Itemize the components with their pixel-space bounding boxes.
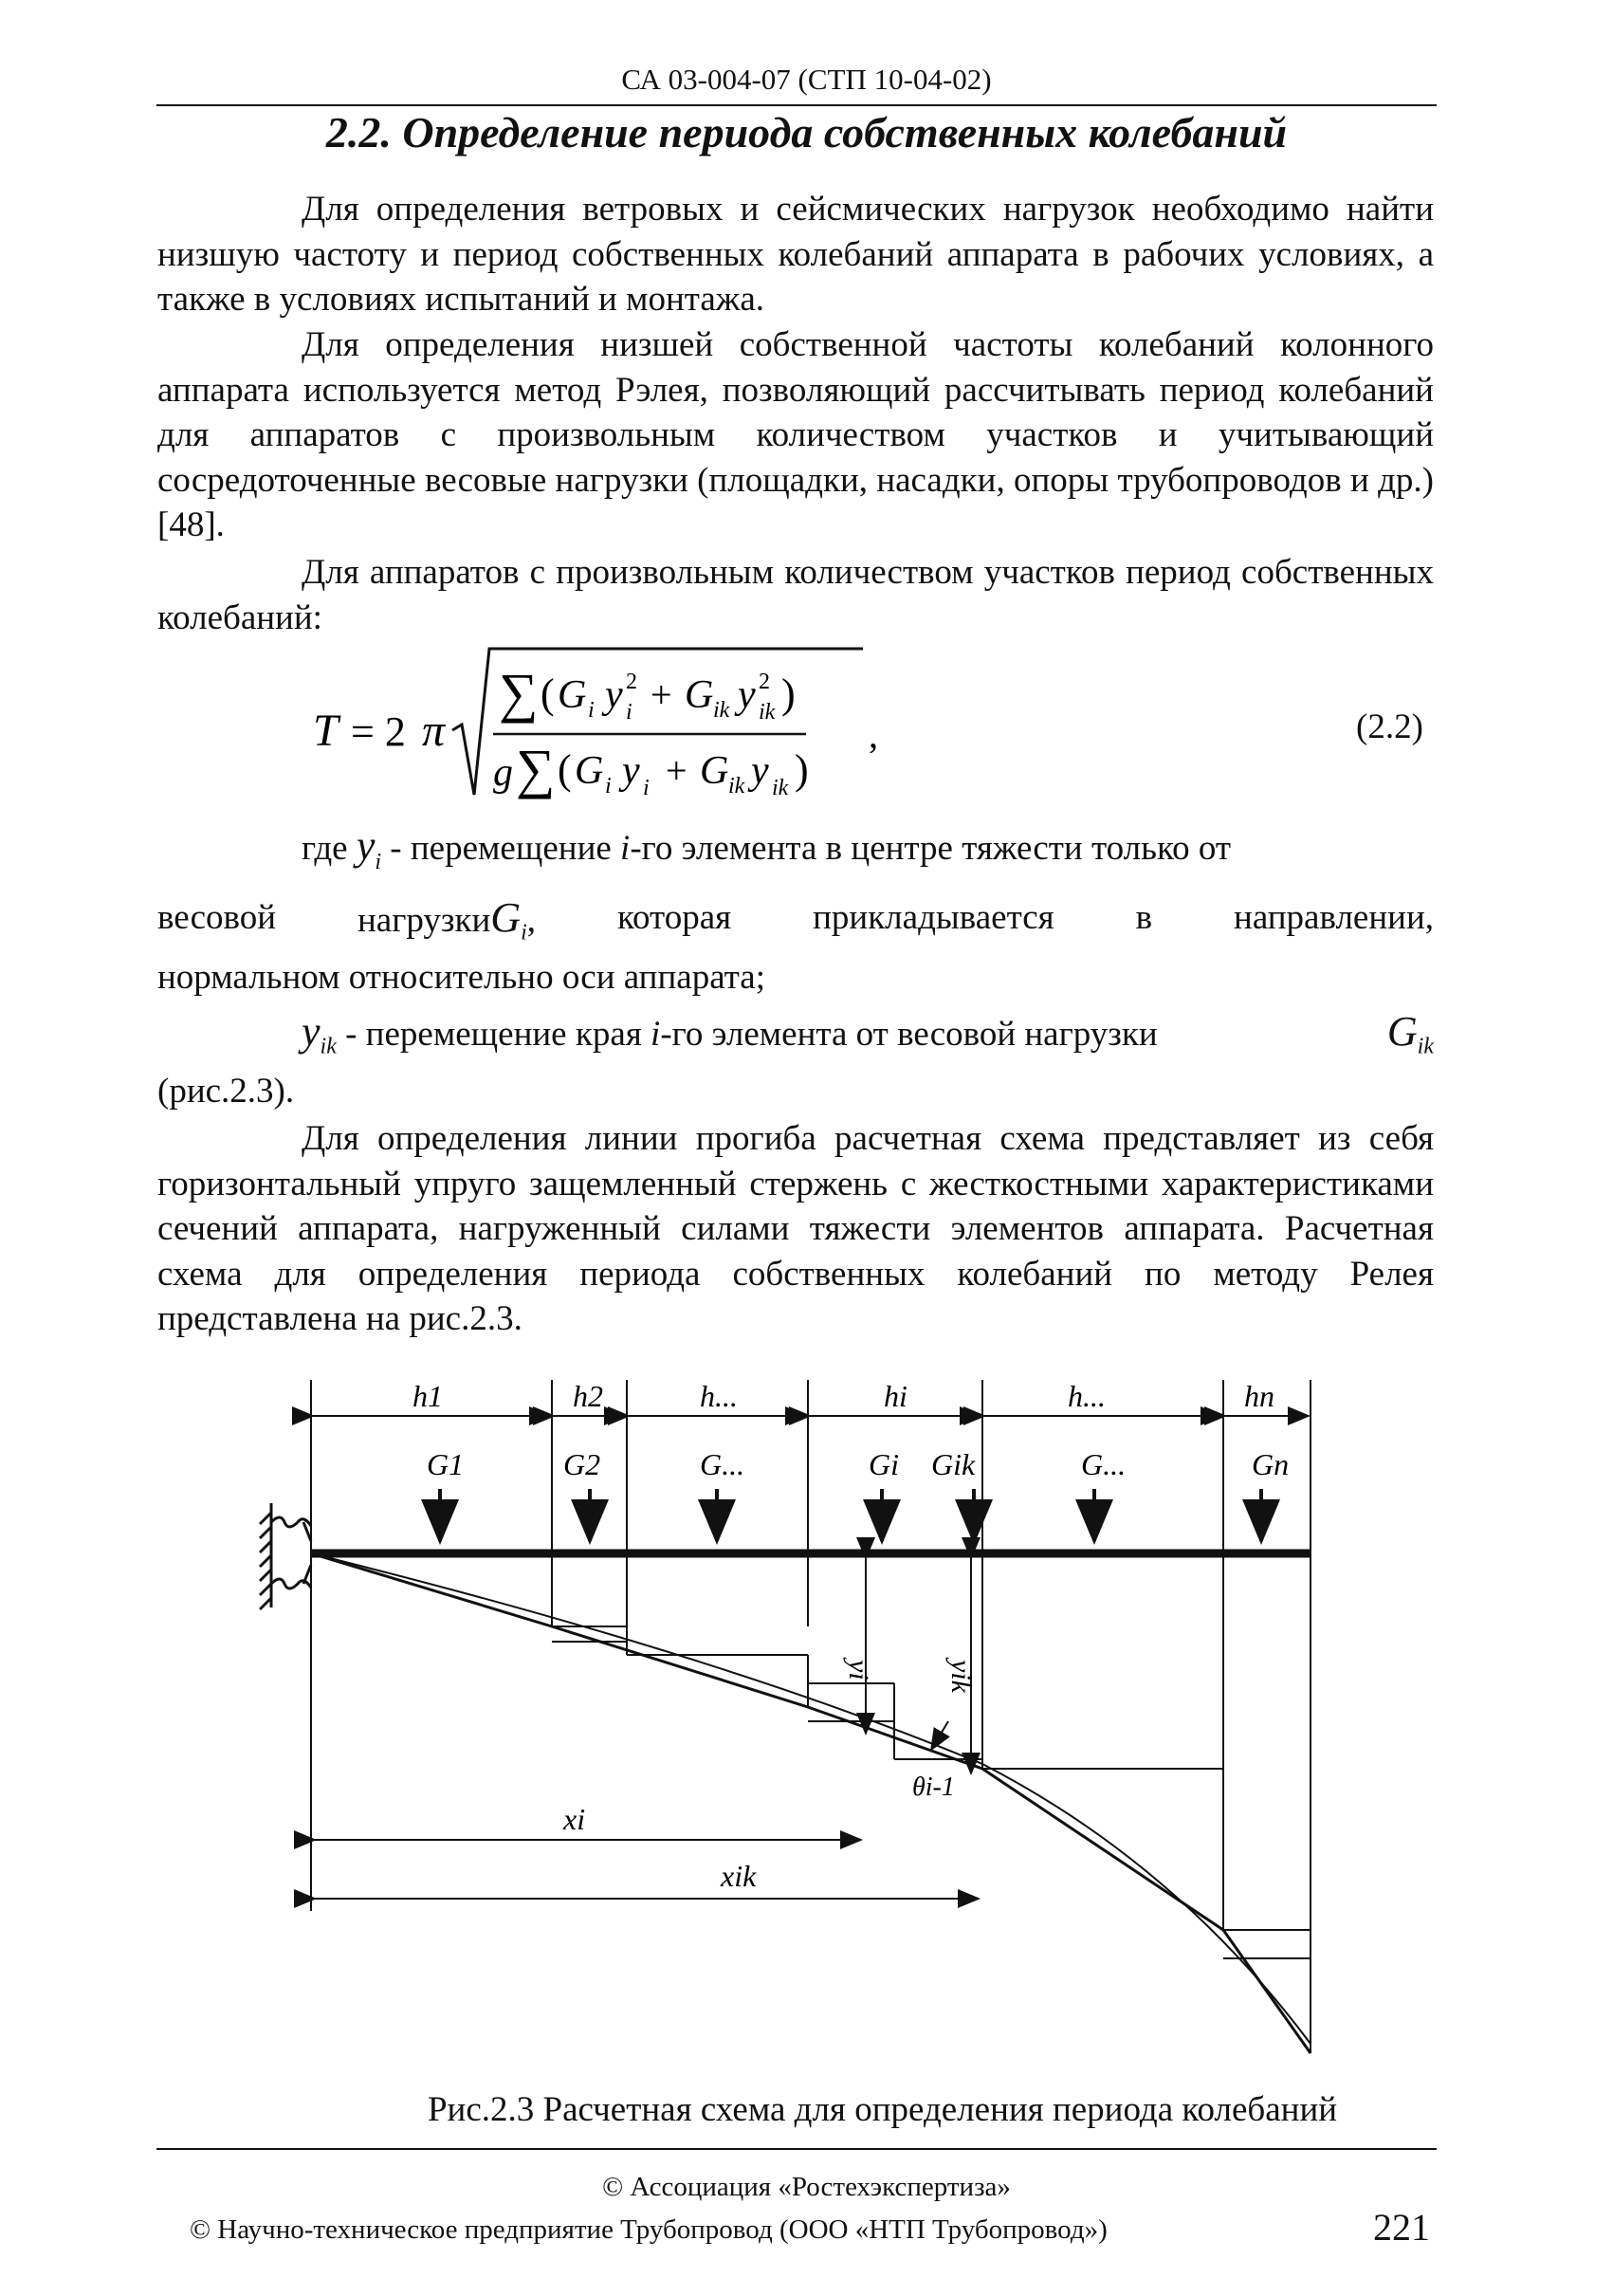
svg-text:G: G	[685, 673, 714, 717]
svg-text:G: G	[700, 749, 729, 793]
document-code: СА 03-004-07 (СТП 10-04-02)	[621, 63, 992, 96]
svg-text:+: +	[651, 673, 672, 716]
label-xi: xi	[563, 1802, 586, 1836]
label-g6: G...	[1081, 1447, 1127, 1481]
paragraph-3: Для аппаратов с произвольным количеством участков период собственных колебаний:	[157, 553, 1434, 637]
svg-text:G: G	[575, 749, 604, 793]
svg-text:i: i	[643, 776, 650, 800]
paragraph-1: Для определения ветровых и сейсмических нагрузок необходимо найти низшую частоту и период собственных колебаний аппарата в рабочих условиях, а также в условиях испытаний и монтажа.	[157, 190, 1434, 319]
svg-text:∑: ∑	[516, 738, 556, 799]
svg-text:i: i	[626, 700, 632, 725]
svg-text:∑: ∑	[499, 662, 539, 724]
svg-text:y: y	[622, 749, 640, 793]
label-g2: G2	[563, 1447, 601, 1481]
svg-text:): )	[781, 670, 796, 717]
figure-caption: Рис.2.3 Расчетная схема для определения периода колебаний	[427, 2090, 1338, 2129]
svg-text:ik: ik	[728, 774, 745, 799]
section-title: 2.2. Определение периода собственных колебаний	[325, 108, 1288, 156]
label-h5: h...	[1068, 1379, 1106, 1413]
elastic-support	[260, 1503, 311, 1609]
svg-text:2: 2	[759, 670, 770, 694]
g-labels	[427, 1447, 1289, 1481]
deflection-curve	[311, 1553, 1311, 2044]
svg-text:π: π	[422, 706, 446, 756]
theta-arrow	[931, 1721, 948, 1750]
svg-text:2: 2	[626, 670, 637, 694]
definition-yi: где $y_i$ - перемещение i-го элемента в центре тяжести только от	[302, 822, 1232, 874]
label-h2: h2	[573, 1379, 603, 1413]
svg-text:ik: ik	[713, 698, 730, 723]
deflection-polyline	[311, 1553, 1311, 2053]
label-yi: yi	[843, 1660, 874, 1681]
h-labels	[412, 1379, 1274, 1413]
label-gi: Gi	[869, 1447, 899, 1481]
svg-text:+: +	[666, 749, 687, 792]
svg-text:ik: ik	[772, 776, 789, 800]
definition-yik-line2: (рис.2.3).	[157, 1072, 295, 1111]
svg-text:y: y	[605, 673, 623, 717]
label-h3: h...	[700, 1379, 738, 1413]
svg-text:i: i	[605, 774, 612, 799]
definition-yik: $y_{ik}$ - перемещение края i-го элемента от весовой нагрузки $G_{ik}$	[302, 1008, 1434, 1059]
svg-text:): )	[795, 746, 809, 793]
paragraph-2: Для определения низшей собственной частоты колебаний колонного аппарата используется метод Рэлея, позволяющий рассчитывать период колебаний для аппаратов с произвольным количеством участков и учитывающий сосредоточенные весовые нагрузки (площадки, насадки, опоры трубопроводов и др.)[48].	[157, 325, 1434, 544]
formula-lhs: T	[313, 706, 339, 756]
page-number: 221	[1373, 2206, 1430, 2249]
footer-rule	[156, 2148, 1437, 2150]
figure-2-3	[247, 1370, 1328, 2072]
definition-yi-line3: нормальном относительно оси аппарата;	[157, 958, 765, 997]
label-hi: hi	[884, 1379, 907, 1413]
svg-text:G: G	[558, 673, 587, 717]
svg-text:(: (	[541, 670, 555, 717]
load-arrows	[440, 1489, 1261, 1541]
definition-yi-line2: весовой нагрузкиG$_i$, которая прикладывается в направлении,	[157, 894, 1434, 946]
svg-text:(: (	[558, 746, 572, 793]
label-xik: xik	[721, 1859, 757, 1893]
svg-text:,: ,	[869, 713, 878, 756]
label-yik: yik	[945, 1660, 977, 1693]
svg-text:= 2: = 2	[351, 708, 406, 755]
svg-text:y: y	[751, 749, 769, 793]
label-g1: G1	[427, 1447, 465, 1481]
svg-text:ik: ik	[759, 700, 776, 725]
label-hn: hn	[1244, 1379, 1274, 1413]
formula-2-2	[313, 643, 901, 806]
paragraph-4: Для определения линии прогиба расчетная схема представляет из себя горизонтальный упруго защемленный стержень с жесткостными характеристиками сечений аппарата, нагруженный силами тяжести элементов аппарата. Расчетная схема для определения периода собственных колебаний по методу Релея представлена на рис.2.3.	[157, 1119, 1434, 1338]
svg-text:y: y	[738, 673, 756, 717]
label-h1: h1	[412, 1379, 443, 1413]
label-gn: Gn	[1252, 1447, 1290, 1481]
label-theta: θi-1	[912, 1773, 955, 1802]
label-g3: G...	[700, 1447, 745, 1481]
header-rule	[156, 104, 1437, 106]
footer-association: © Ассоциация «Ростехэкспертиза»	[602, 2172, 1011, 2202]
svg-text:g: g	[493, 751, 513, 795]
svg-text:i: i	[588, 698, 595, 723]
equation-number: (2.2)	[1356, 707, 1423, 746]
footer-company: © Научно-техническое предприятие Трубопровод (ООО «НТП Трубопровод»)	[190, 2214, 1108, 2245]
label-gik: Gik	[931, 1447, 976, 1481]
